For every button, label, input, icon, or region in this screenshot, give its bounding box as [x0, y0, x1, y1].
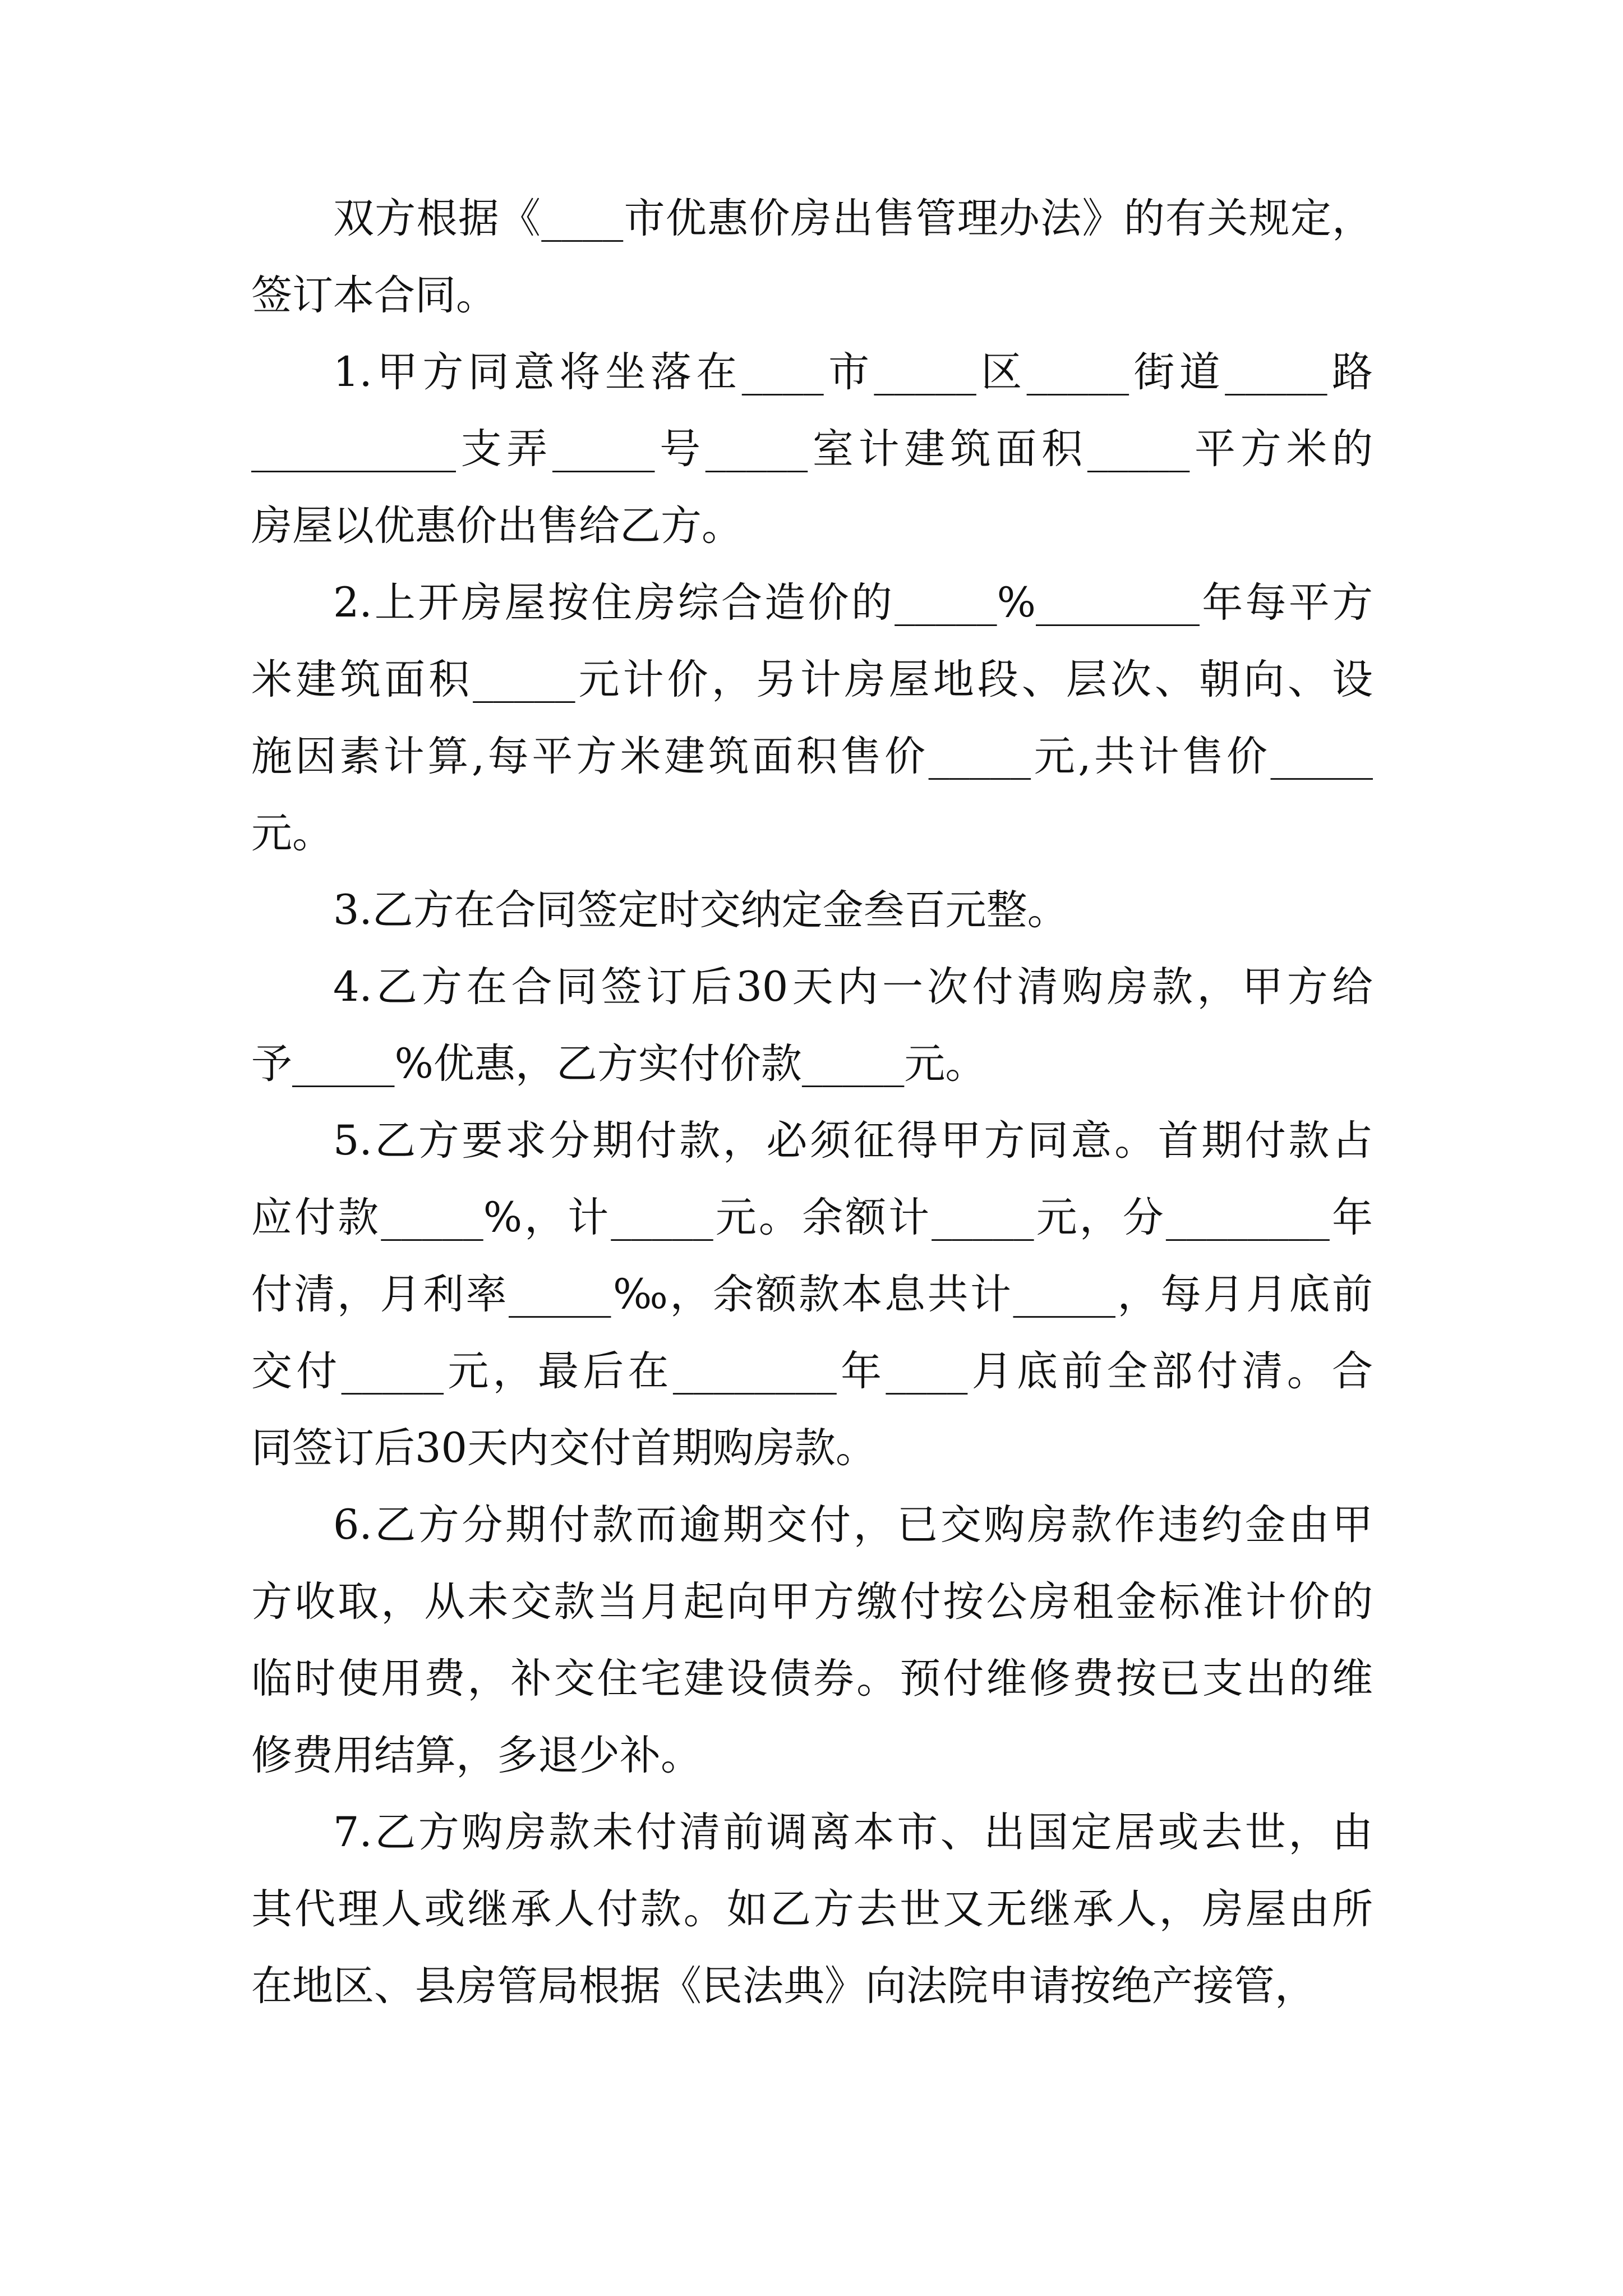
paragraph-line: 在地区、县房管局根据《民法典》向法院申请按绝产接管， — [251, 1962, 1316, 2010]
paragraph-clause-4 — [251, 964, 1373, 1088]
paragraph-line: 7.乙方购房款未付清前调离本市、出国定居或去世，由 — [333, 1809, 1373, 1856]
paragraph-line: 其代理人或继承人付款。如乙方去世又无继承人，房屋由所 — [251, 1885, 1373, 1933]
paragraph-line: 修费用结算，多退少补。 — [251, 1732, 702, 1779]
paragraph-line: 米建筑面积_____元计价，另计房屋地段、层次、朝向、设 — [251, 656, 1373, 703]
contract-page — [251, 195, 1373, 2040]
paragraph-clause-1 — [251, 349, 1373, 550]
paragraph-line: 付清，月利率_____‰，余额款本息共计_____，每月月底前 — [251, 1271, 1373, 1318]
paragraph-line: 3.乙方在合同签定时交纳定金叁百元整。 — [333, 886, 1068, 934]
paragraph-clause-6 — [251, 1502, 1373, 1779]
paragraph-line: 同签订后30天内交付首期购房款。 — [251, 1424, 877, 1472]
paragraph-line: 5.乙方要求分期付款，必须征得甲方同意。首期付款占 — [333, 1117, 1373, 1165]
paragraph-line: 4.乙方在合同签订后30天内一次付清购房款，甲方给 — [333, 963, 1373, 1011]
paragraph-clause-2 — [251, 579, 1373, 857]
paragraph-line: 予_____%优惠，乙方实付价款_____元。 — [251, 1040, 986, 1088]
paragraph-line: 房屋以优惠价出售给乙方。 — [251, 502, 743, 550]
paragraph-intro — [251, 195, 1373, 319]
paragraph-clause-5 — [251, 1117, 1373, 1472]
paragraph-line: 元。 — [251, 809, 333, 857]
paragraph-line: 应付款_____%，计_____元。余额计_____元，分________年 — [251, 1194, 1373, 1241]
paragraph-clause-3 — [251, 887, 1373, 934]
paragraph-line: 双方根据《____市优惠价房出售管理办法》的有关规定， — [333, 195, 1373, 242]
paragraph-line: 方收取，从未交款当月起向甲方缴付按公房租金标准计价的 — [251, 1578, 1373, 1626]
paragraph-line: 6.乙方分期付款而逾期交付，已交购房款作违约金由甲 — [333, 1501, 1373, 1549]
paragraph-line: __________支弄_____号_____室计建筑面积_____平方米的 — [251, 425, 1373, 473]
paragraph-line: 签订本合同。 — [251, 272, 497, 319]
paragraph-line: 1.甲方同意将坐落在____市_____区_____街道_____路 — [333, 348, 1373, 396]
paragraph-clause-7 — [251, 1809, 1373, 2010]
paragraph-line: 施因素计算,每平方米建筑面积售价_____元,共计售价_____ — [251, 733, 1373, 780]
paragraph-line: 临时使用费，补交住宅建设债券。预付维修费按已支出的维 — [251, 1655, 1373, 1703]
paragraph-line: 交付_____元，最后在________年____月底前全部付清。合 — [251, 1347, 1373, 1395]
paragraph-line: 2.上开房屋按住房综合造价的_____%________年每平方 — [333, 579, 1373, 627]
